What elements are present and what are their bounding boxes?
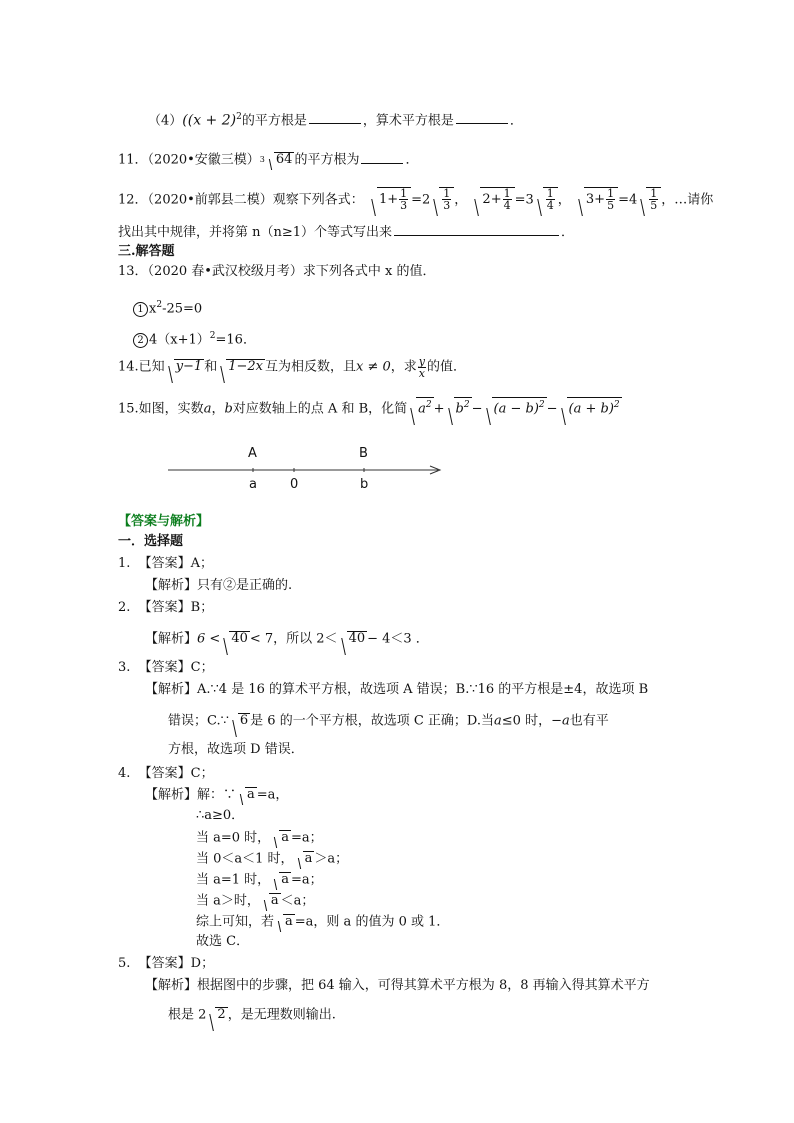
answer-blank[interactable] bbox=[309, 111, 361, 124]
answer-4-line5: 当 a=1 时， a =a； bbox=[196, 870, 323, 891]
answer-blank[interactable] bbox=[394, 223, 559, 236]
value-label-zero: 0 bbox=[290, 477, 299, 492]
answer-4-line2: ∴a≥0． bbox=[196, 808, 245, 823]
answer-4-line8: 故选 C． bbox=[196, 934, 250, 949]
number-line bbox=[160, 460, 450, 480]
point-label-b: B bbox=[359, 446, 368, 461]
answer-5-line1: 【解析】根据图中的步骤，把 64 输入，可得其算术平方根为 8，8 再输入得其算术平方 bbox=[145, 978, 650, 993]
answer-4-line7: 综上可知，若 a =a，则 a 的值为 0 或 1． bbox=[196, 912, 449, 933]
answer-2: 2. 【答案】B； bbox=[118, 600, 214, 615]
value-label-a: a bbox=[249, 477, 257, 492]
section-heading: 一．选择题 bbox=[118, 534, 184, 549]
answer-blank[interactable] bbox=[456, 111, 508, 124]
answer-blank[interactable] bbox=[361, 151, 403, 164]
section-heading: 三.解答题 bbox=[118, 244, 175, 259]
question-14: 14.已知 y−1 和 1−2x 互为相反数，且x ≠ 0，求 $\frac{y}{x}$ 的值． bbox=[118, 352, 466, 383]
answer-1-explanation: 【解析】只有②是正确的. bbox=[145, 578, 293, 593]
answer-4-line3: 当 a=0 时， a =a； bbox=[196, 828, 323, 849]
answer-4-line6: 当 a＞时， a ＜a； bbox=[196, 891, 314, 912]
answer-4-line4: 当 0＜a＜1 时， a ＞a； bbox=[196, 849, 348, 870]
answer-3-line3: 方根，故选项 D 错误． bbox=[168, 742, 304, 757]
answer-3-line2: 错误；C.∵ 6 是 6 的一个平方根，故选项 C 正确；D.当a≤0 时，−a也有平 bbox=[168, 706, 609, 737]
answer-3: 3. 【答案】C； bbox=[118, 660, 214, 675]
answers-title: 【答案与解析】 bbox=[118, 514, 210, 529]
answer-3-line1: 【解析】A.∵4 是 16 的算术平方根，故选项 A 错误；B.∵16 的平方根是±4，故选项 B bbox=[145, 682, 649, 697]
point-label-a: A bbox=[248, 446, 257, 461]
question-11: 11．（2020•安徽三模）$^3$ 64 的平方根为 ． bbox=[118, 150, 418, 171]
question-15: 15.如图，实数a，b对应数轴上的点 A 和 B，化简 $a^2 + b^2 - (a - b)^2 - (a + b)^2$ bbox=[118, 394, 622, 425]
answer-1: 1. 【答案】A； bbox=[118, 556, 214, 571]
question-13: 13．（2020 春•武汉校级月考）求下列各式中 x 的值． bbox=[118, 264, 436, 279]
question-13-part1: 1 $x^2-25=0$ bbox=[133, 295, 202, 319]
question-4: $(4)((x + 2)^2$的平方根是 ，算术平方根是 ． bbox=[148, 112, 523, 129]
answer-4: 4. 【答案】C； bbox=[118, 766, 214, 781]
answer-5-line2: 根是 2 2 ，是无理数则输出. bbox=[168, 1000, 336, 1031]
answer-4-line1: 【解析】解：∵ a =a， bbox=[145, 785, 288, 806]
question-12: 12．（2020•前郭县二模）观察下列各式： 1+ $\frac{1}{3}$ =2 $\frac{1}{3}$ ， 2+ $\frac{1}{4}$ =3 $\frac{1}{4}$ ， 3+ $\frac{1}{5}$ =4 $\frac{1}{5}$ ，…请你 bbox=[118, 185, 713, 216]
answer-5: 5. 【答案】D； bbox=[118, 956, 215, 971]
answer-2-explanation: 【解析】6 < 40 < 7，所以 2＜ 40 − 4＜3 ． bbox=[145, 624, 429, 655]
question-12-line2: 找出其中规律，并将第 n（n≥1）个等式写出来 ． bbox=[118, 225, 575, 240]
cube-root: 64 bbox=[265, 150, 295, 170]
question-13-part2: 2 $4(x+1)^2=16$． bbox=[133, 326, 256, 350]
value-label-b: b bbox=[360, 477, 369, 492]
